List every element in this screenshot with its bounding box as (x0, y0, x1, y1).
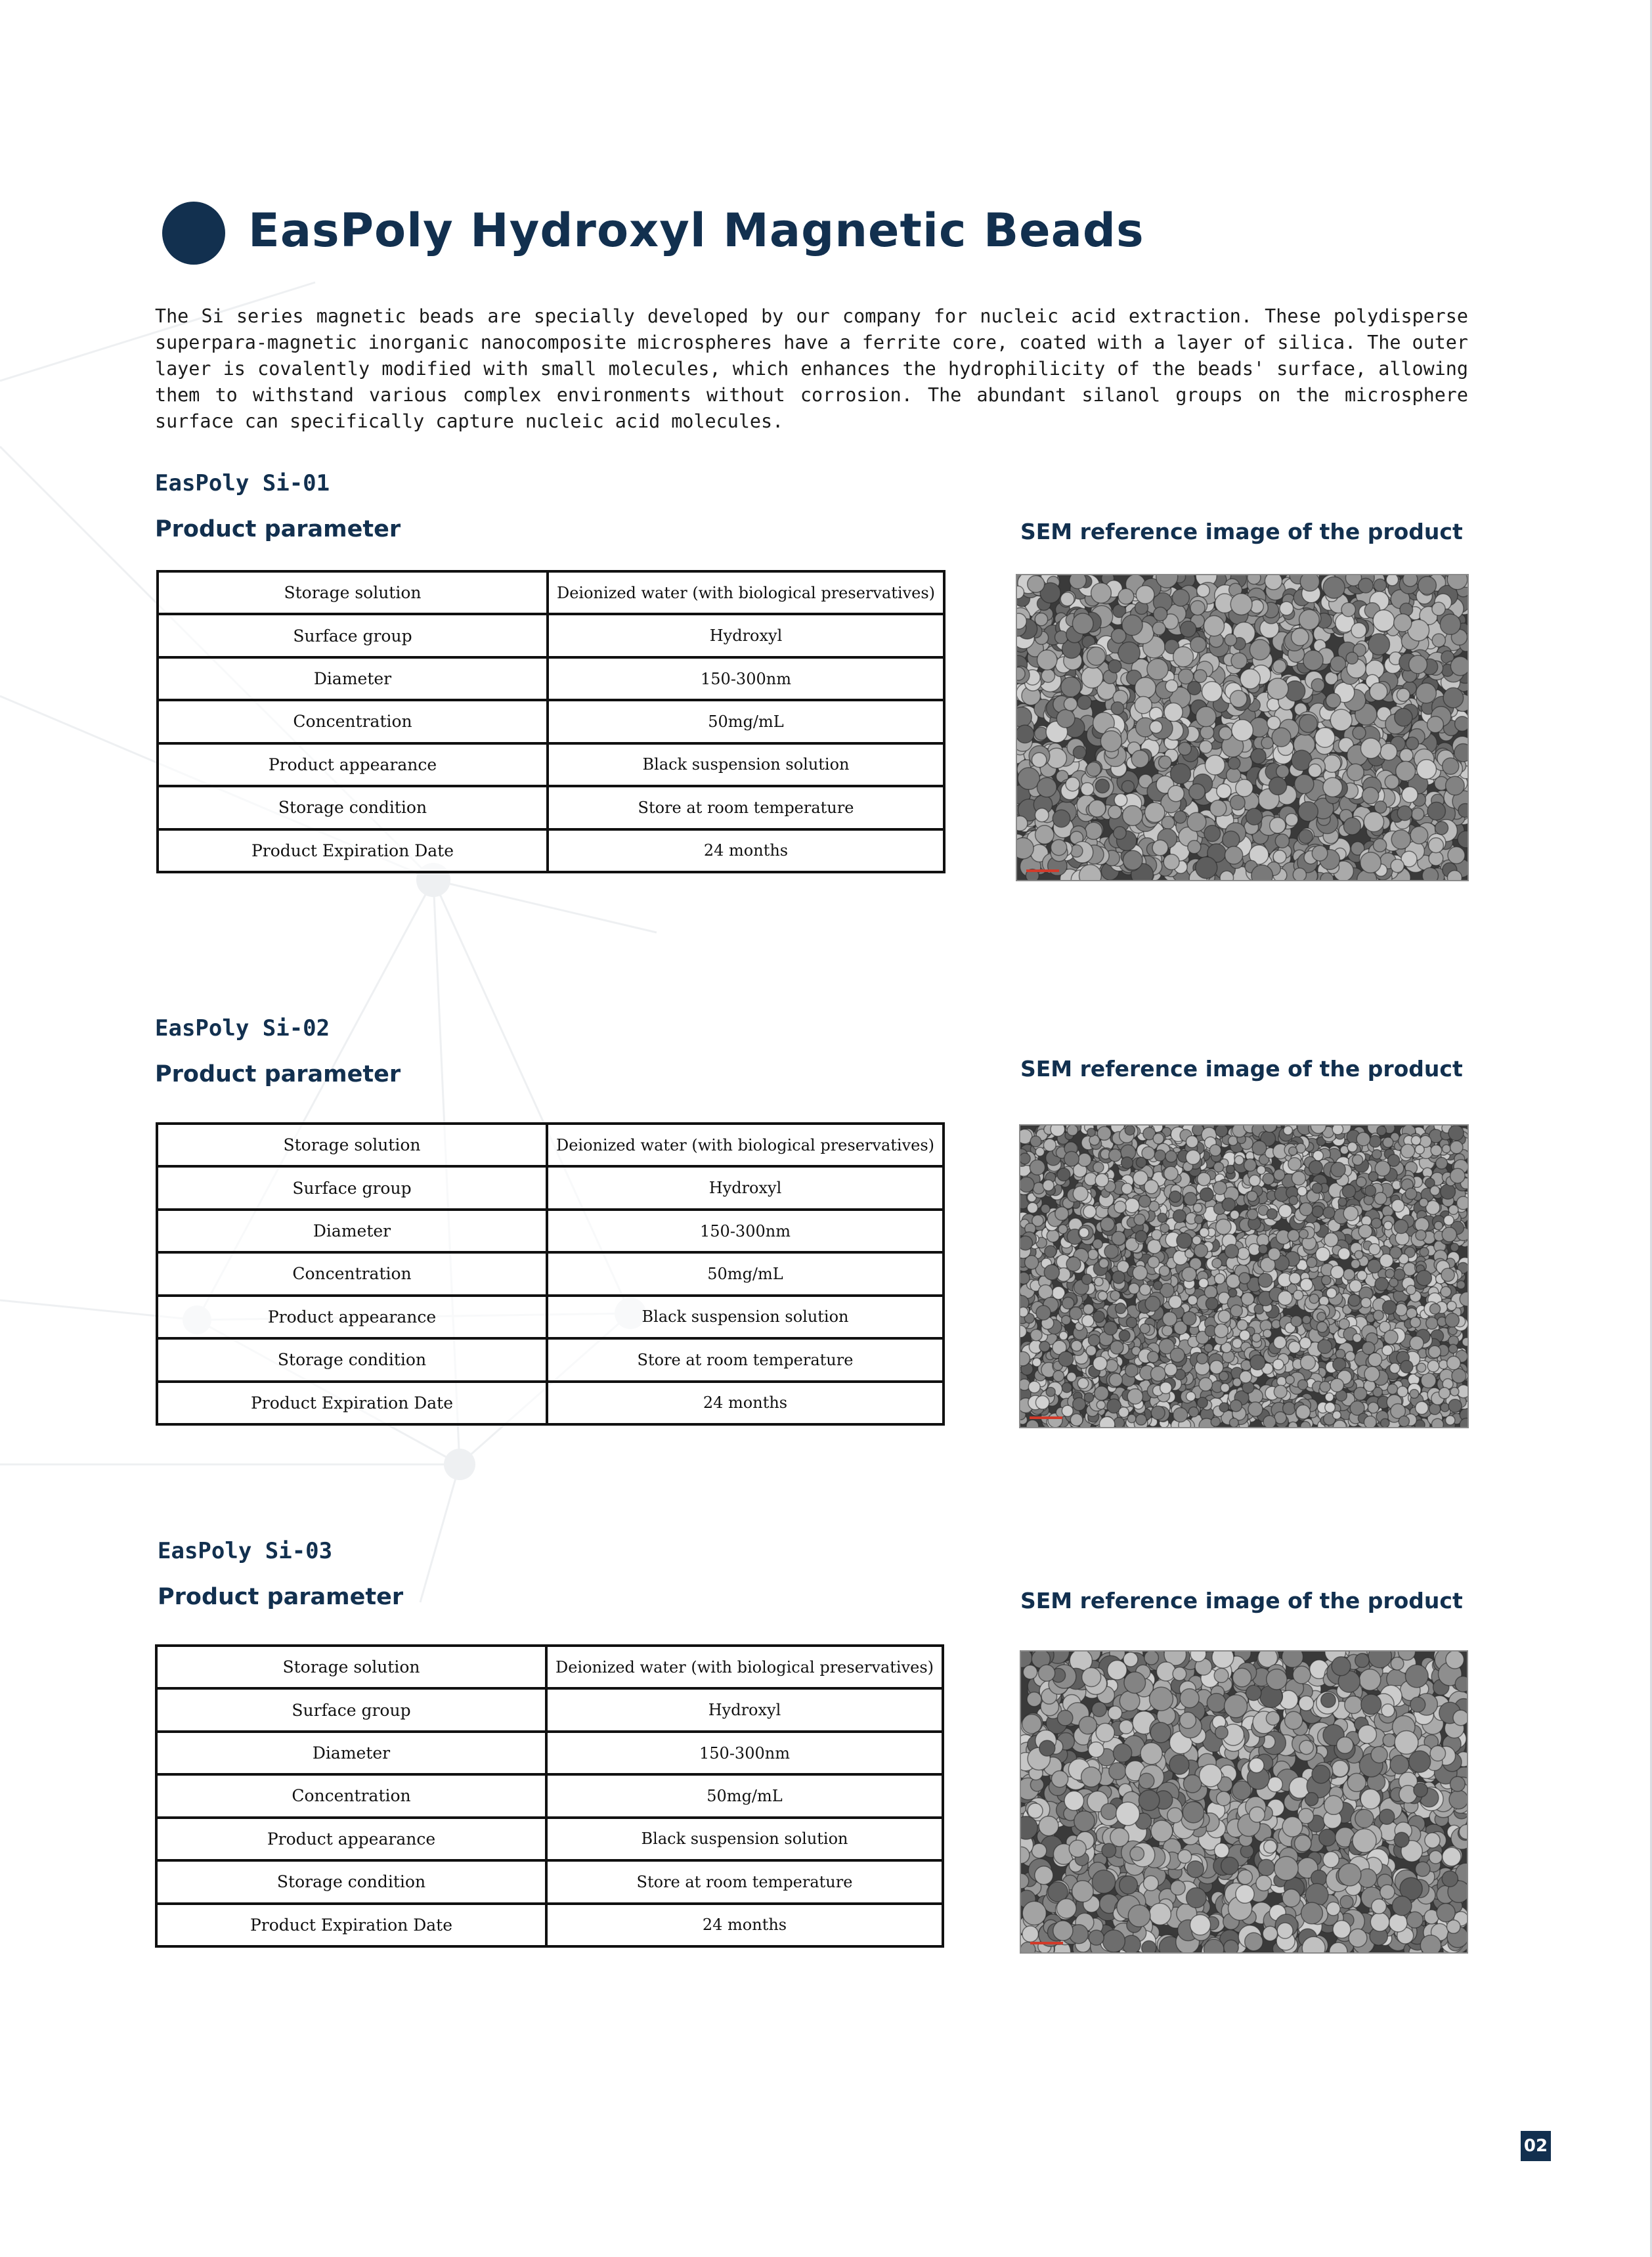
param-key: Concentration (157, 1252, 547, 1295)
param-value: 50mg/mL (547, 1252, 944, 1295)
param-key: Product Expiration Date (157, 1382, 547, 1424)
param-key: Diameter (158, 657, 548, 700)
param-value: 24 months (547, 1382, 944, 1424)
table-row (157, 1296, 944, 1338)
param-value: 150-300nm (547, 1210, 944, 1252)
param-key: Storage condition (156, 1860, 546, 1903)
product-name: EasPoly Si-03 (158, 1538, 333, 1564)
sem-image (1019, 1124, 1469, 1428)
param-key: Storage solution (157, 1124, 547, 1166)
table-row (157, 1382, 944, 1424)
param-value: Hydroxyl (546, 1688, 943, 1731)
param-key: Concentration (158, 700, 548, 743)
intro-paragraph: The Si series magnetic beads are specially developed by our company for nucleic acid extraction. These polydisperse superpara-magnetic inorganic nanocomposite microspheres have a ferrite core, coated with a layer of silica. The outer layer is covalently modified with small molecules, which enhances the hydrophilicity of the beads' surface, allowing them to withstand various complex environments without corrosion. The abundant silanol groups on the microsphere surface can specifically capture nucleic acid molecules. (155, 305, 1468, 432)
product-parameter-heading: Product parameter (155, 516, 401, 542)
param-value: Deionized water (with biological preservatives) (548, 571, 944, 614)
param-key: Surface group (157, 1166, 547, 1209)
sem-heading: SEM reference image of the product (1020, 1056, 1463, 1082)
table-row (156, 1732, 943, 1774)
param-value: 150-300nm (546, 1732, 943, 1774)
title-bullet-icon (162, 202, 225, 265)
param-value: Deionized water (with biological preservatives) (546, 1646, 943, 1688)
sem-image (1016, 574, 1469, 881)
product-parameter-heading: Product parameter (155, 1061, 401, 1087)
param-value: Black suspension solution (546, 1818, 943, 1860)
param-key: Storage condition (158, 786, 548, 829)
table-row (158, 700, 944, 743)
param-value: Deionized water (with biological preservatives) (547, 1124, 944, 1166)
sem-heading: SEM reference image of the product (1020, 519, 1463, 544)
table-row (156, 1646, 943, 1688)
table-row (158, 829, 944, 872)
product-parameter-heading: Product parameter (158, 1584, 404, 1610)
param-key: Product appearance (157, 1296, 547, 1338)
param-value: Store at room temperature (548, 786, 944, 829)
param-value: Store at room temperature (546, 1860, 943, 1903)
parameter-table (155, 1644, 944, 1948)
table-row (156, 1774, 943, 1817)
parameter-table (156, 570, 946, 873)
param-key: Product Expiration Date (158, 829, 548, 872)
param-value: 50mg/mL (548, 700, 944, 743)
param-key: Product appearance (156, 1818, 546, 1860)
table-row (158, 657, 944, 700)
param-key: Storage solution (156, 1646, 546, 1688)
table-row (156, 1860, 943, 1903)
param-key: Product appearance (158, 743, 548, 786)
page-title: EasPoly Hydroxyl Magnetic Beads (248, 204, 1144, 257)
table-row (157, 1252, 944, 1295)
parameter-table (156, 1122, 945, 1426)
param-value: 150-300nm (548, 657, 944, 700)
page-number: 02 (1521, 2131, 1551, 2161)
table-row (156, 1904, 943, 1946)
param-value: Black suspension solution (548, 743, 944, 786)
table-row (156, 1688, 943, 1731)
product-name: EasPoly Si-01 (155, 470, 330, 496)
table-row (157, 1166, 944, 1209)
sem-image (1020, 1650, 1468, 1954)
table-row (158, 743, 944, 786)
param-value: Hydroxyl (548, 614, 944, 657)
param-value: 24 months (548, 829, 944, 872)
param-key: Product Expiration Date (156, 1904, 546, 1946)
table-row (158, 571, 944, 614)
param-key: Diameter (156, 1732, 546, 1774)
param-key: Storage condition (157, 1338, 547, 1381)
param-key: Surface group (158, 614, 548, 657)
param-key: Concentration (156, 1774, 546, 1817)
table-row (157, 1338, 944, 1381)
table-row (156, 1818, 943, 1860)
param-key: Diameter (157, 1210, 547, 1252)
table-row (157, 1124, 944, 1166)
table-row (158, 614, 944, 657)
table-row (158, 786, 944, 829)
param-value: Black suspension solution (547, 1296, 944, 1338)
param-value: Hydroxyl (547, 1166, 944, 1209)
sem-heading: SEM reference image of the product (1020, 1588, 1463, 1613)
param-key: Storage solution (158, 571, 548, 614)
product-name: EasPoly Si-02 (155, 1015, 330, 1041)
param-value: 50mg/mL (546, 1774, 943, 1817)
param-value: Store at room temperature (547, 1338, 944, 1381)
param-value: 24 months (546, 1904, 943, 1946)
param-key: Surface group (156, 1688, 546, 1731)
table-row (157, 1210, 944, 1252)
